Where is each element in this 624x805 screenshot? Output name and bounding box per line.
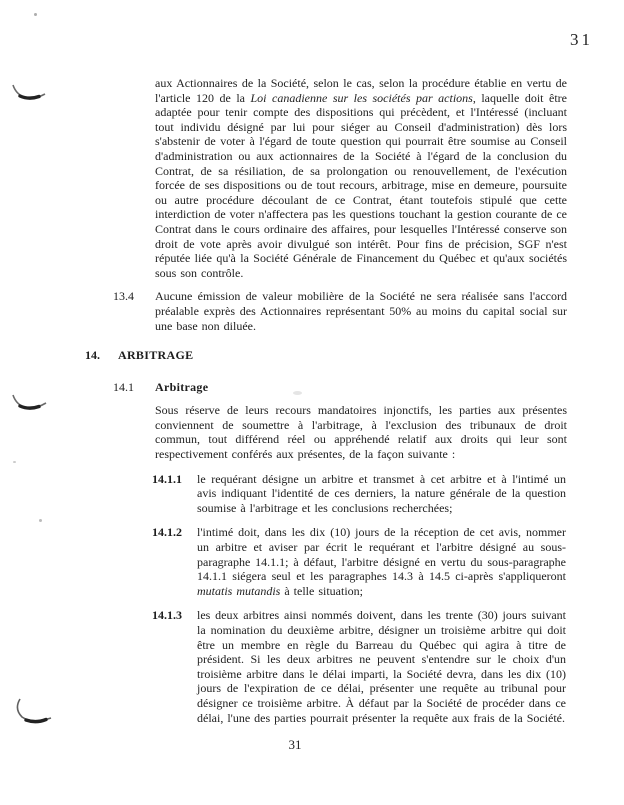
- latin-phrase-italic: mutatis mutandis: [197, 583, 281, 598]
- clause-text-segment: à telle situation;: [280, 583, 363, 598]
- clause-number: 14.1: [113, 379, 134, 394]
- clause-14-1-3: [0, 608, 624, 725]
- clause-14-1-2: [0, 525, 624, 598]
- section-14-heading: [0, 348, 624, 363]
- clause-14-1-heading: [0, 380, 624, 395]
- scan-speck: [34, 13, 37, 16]
- clause-14-1-1: [0, 472, 624, 516]
- clause-number: 13.4: [113, 289, 134, 304]
- clause-number: 14.1.3: [152, 608, 182, 623]
- clause-14-1-intro: Sous réserve de leurs recours mandatoires injonctifs, les parties aux présentes conviennent de soumettre à l'arbitrage, à l'exclusion des tribunaux de droit commun, tout différend réel ou appréhendé relatif aux droits qui leur sont respectivement conférés aux présentes, de la façon suivante :: [155, 403, 567, 462]
- page-number-top: 31: [570, 30, 593, 49]
- clause-text: les deux arbitres ainsi nommés doivent, dans les trente (30) jours suivant la nomination du deuxième arbitre, désigner un troisième arbitre qui doit être un membre en règle du Barreau du Québec qui agira à titre de président. Si les deux arbitres ne peuvent s'entendre sur le choix d'un troisième arbitre dans le délai imparti, la Société devra, dans les dix (10) jours de l'expiration de ce délai, présenter une requête au tribunal pour désigner ce troisième arbitre. À défaut par la Société de procéder dans ce délai, l'une des parties pourrait présenter la requête aux frais de la Société.: [197, 608, 566, 725]
- section-title: ARBITRAGE: [118, 348, 194, 363]
- page-number-bottom: 31: [288, 737, 302, 752]
- clause-number: 14.1.2: [152, 525, 182, 540]
- clause-title: Arbitrage: [155, 379, 209, 394]
- section-number: 14.: [85, 348, 100, 363]
- law-title-italic: Loi canadienne sur les sociétés par actions: [250, 90, 473, 105]
- clause-13-4: [0, 289, 624, 333]
- paragraph-text: aux Actionnaires de la Société, selon le cas, selon la procédure établie en vertu de l'article 120 de la: [155, 76, 567, 105]
- paragraph-text: , laquelle doit être adaptée pour tenir compte des dispositions qui précèdent, et l'Intéressé (incluant tout individu désigné par lui pour siéger au Conseil d'administration) dès lors s'abstenir de voter à l'égard de toute question qui pourrait être soumise au Conseil d'administration ou aux actionnaires de la Société à l'égard de la conclusion du Contrat, de sa résiliation, de sa prolongation ou renouvellement, de l'exécution forcée de ses dispositions ou de tout recours, arbitrage, mise en demeure, poursuite ou autre procédure découlant de ce Contrat, étant toutefois stipulé que cette interdiction de voter n'affectera pas les questions touchant la gestion courante de ce Contrat dans le cours ordinaire des affaires, pour lesquelles l'Intéressé conserve son droit de vote après avoir divulgué son intérêt. Pour fins de précision, SGF n'est réputée liée qu'à la Société Générale de Financement du Québec et qu'aux sociétés sous son contrôle.: [155, 90, 567, 280]
- paragraph-continuation: [155, 76, 567, 280]
- document-body: [0, 76, 624, 725]
- clause-text-segment: l'intimé doit, dans les dix (10) jours de la réception de cet avis, nommer un arbitre et aviser par écrit le requérant et l'arbitre désigné au sous-paragraphe 14.1.1; à défaut, l'arbitre désigné en vertu du sous-paragraphe 14.1.1 siégera seul et les paragraphes 14.3 à 14.5 ci-après s'appliqueront: [197, 525, 566, 584]
- clause-text: Aucune émission de valeur mobilière de la Société ne sera réalisée sans l'accord préalable exprès des Actionnaires représentant 50% au moins du capital social sur une base non diluée.: [155, 289, 567, 333]
- clause-number: 14.1.1: [152, 471, 182, 486]
- clause-text: le requérant désigne un arbitre et transmet à cet arbitre et à l'intimé un avis indiquant l'identité de ces derniers, la nature générale de la question soumise à l'arbitrage et les conclusions recherchées;: [197, 471, 566, 515]
- clause-text: [197, 525, 566, 598]
